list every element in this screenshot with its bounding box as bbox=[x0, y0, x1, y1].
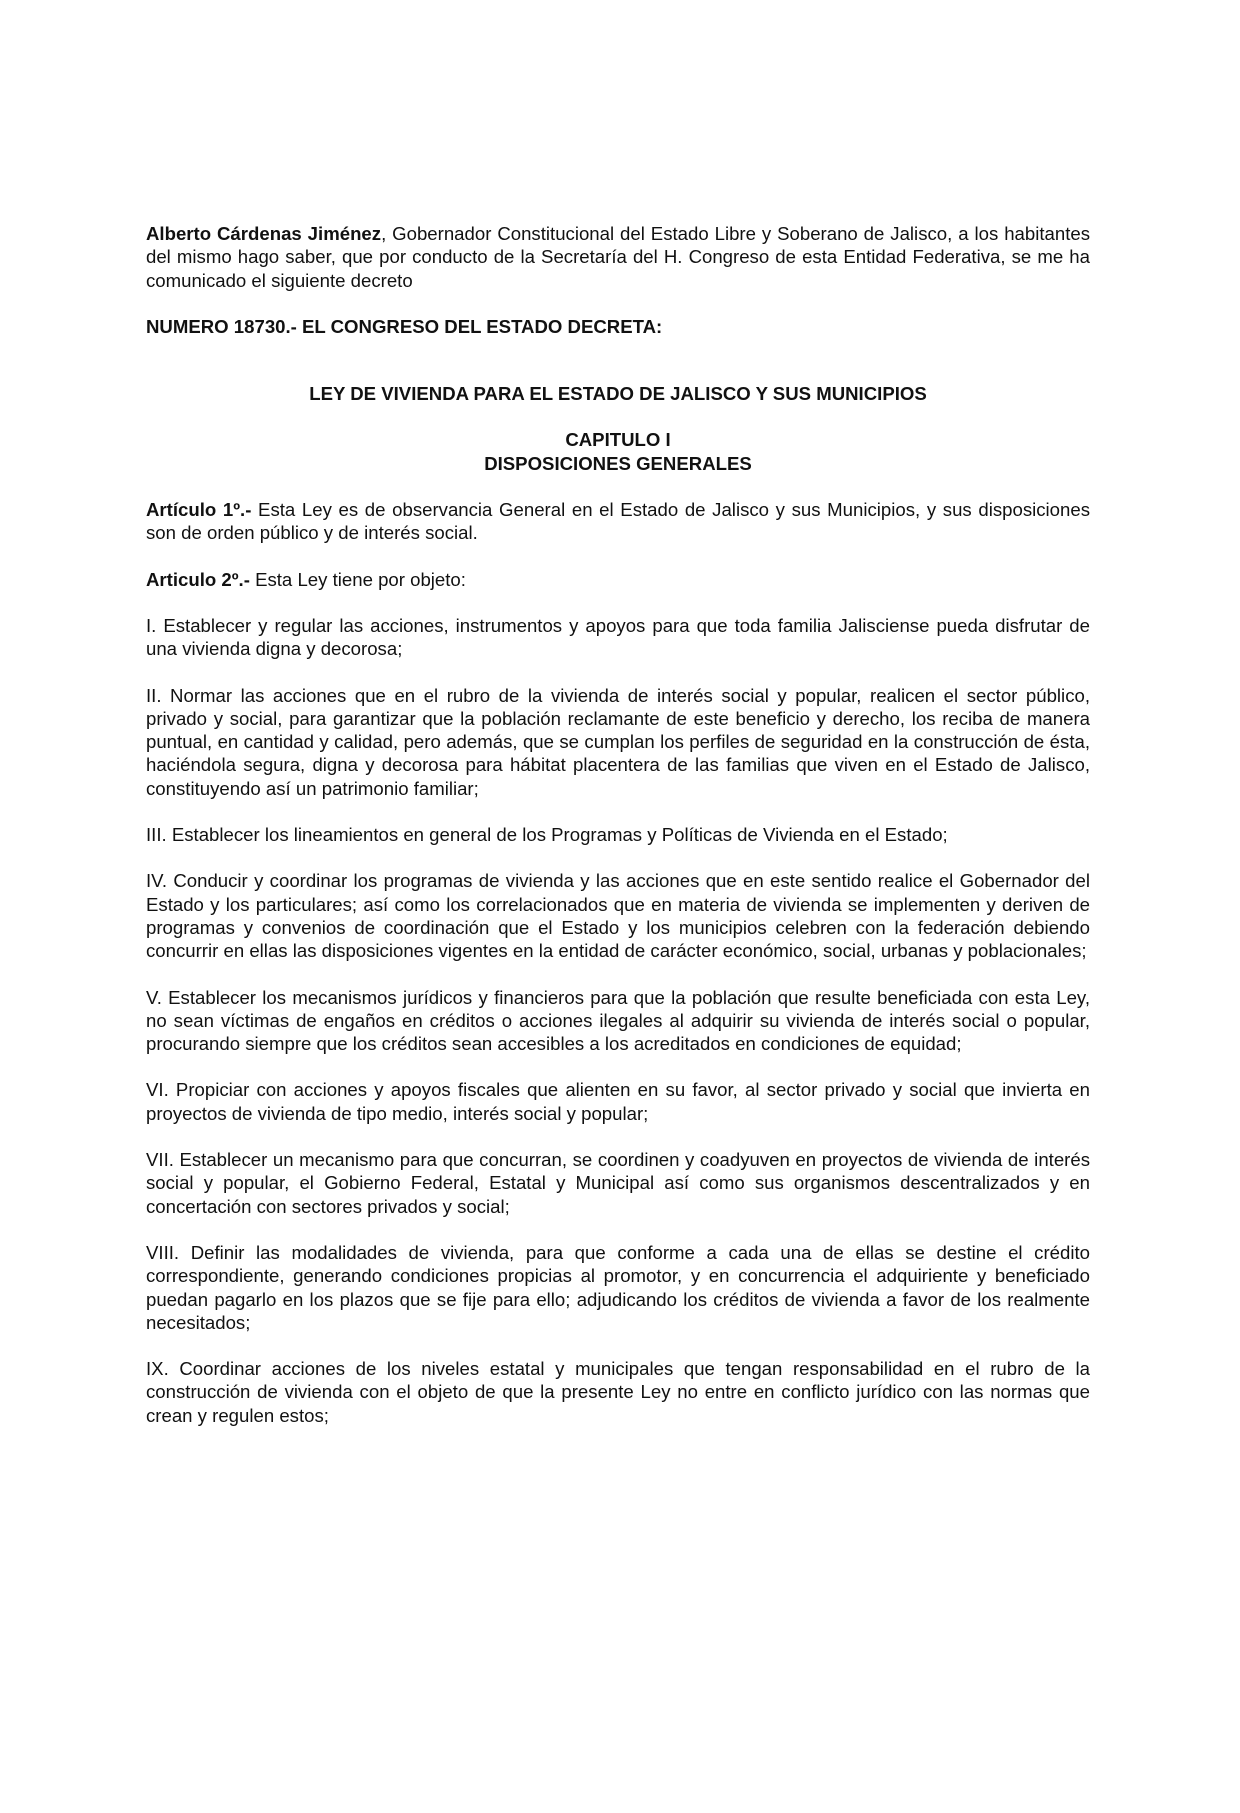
document-page bbox=[146, 222, 1090, 1427]
article-1-text: Esta Ley es de observancia General en el Estado de Jalisco y sus Municipios, y sus disposiciones son de orden público y de interés social. bbox=[146, 499, 1090, 544]
article-2-label: Articulo 2º.- bbox=[146, 568, 250, 590]
fraction-ii: II. Normar las acciones que en el rubro de la vivienda de interés social y popular, realicen el sector público, privado y social, para garantizar que la población reclamante de este beneficio y derecho, los reciba de manera puntual, en cantidad y calidad, pero además, que se cumplan los perfiles de seguridad en la construcción de ésta, haciéndola segura, digna y decorosa para hábitat placentera de las familias que viven en el Estado de Jalisco, constituyendo así un patrimonio familiar; bbox=[146, 684, 1090, 799]
article-1 bbox=[146, 498, 1090, 545]
chapter-number: CAPITULO I bbox=[565, 429, 671, 451]
fraction-iii: III. Establecer los lineamientos en general de los Programas y Políticas de Vivienda en el Estado; bbox=[146, 824, 948, 846]
intro-paragraph bbox=[146, 222, 1090, 292]
fraction-iv: IV. Conducir y coordinar los programas de vivienda y las acciones que en este sentido realice el Gobernador del Estado y los particulares; así como los correlacionados que en materia de vivienda se implementen y deriven de programas y convenios de coordinación que el Estado y los municipios celebren con la federación debiendo concurrir en ellas las disposiciones vigentes en la entidad de carácter económico, social, urbanas y poblacionales; bbox=[146, 870, 1090, 962]
fraction-vi: VI. Propiciar con acciones y apoyos fiscales que alienten en su favor, al sector privado y social que invierta en proyectos de vivienda de tipo medio, interés social y popular; bbox=[146, 1079, 1090, 1124]
fraction-ix: IX. Coordinar acciones de los niveles estatal y municipales que tengan responsabilidad en el rubro de la construcción de vivienda con el objeto de que la presente Ley no entre en conflicto jurídico con las normas que crean y regulen estos; bbox=[146, 1358, 1090, 1426]
article-2 bbox=[146, 568, 1090, 591]
decree-heading: NUMERO 18730.- EL CONGRESO DEL ESTADO DECRETA: bbox=[146, 315, 663, 337]
law-title: LEY DE VIVIENDA PARA EL ESTADO DE JALISCO Y SUS MUNICIPIOS bbox=[309, 383, 927, 405]
fraction-i: I. Establecer y regular las acciones, instrumentos y apoyos para que toda familia Jalisciense pueda disfrutar de una vivienda digna y decorosa; bbox=[146, 614, 1090, 660]
governor-name: Alberto Cárdenas Jiménez bbox=[146, 223, 382, 244]
article-1-label: Artículo 1º.- bbox=[146, 499, 252, 521]
intro-text: , Gobernador Constitucional del Estado Libre y Soberano de Jalisco, a los habitantes del mismo hago saber, que por conducto de la Secretaría del H. Congreso de esta Entidad Federativa, se me ha comunicado el siguiente decreto bbox=[146, 223, 1090, 291]
chapter-name: DISPOSICIONES GENERALES bbox=[484, 452, 752, 474]
fraction-viii: VIII. Definir las modalidades de vivienda, para que conforme a cada una de ellas se destine el crédito correspondiente, generando condiciones propicias al promotor, y en concurrencia el adquiriente y beneficiado puedan pagarlo en los plazos que se fije para ello; adjudicando los créditos de vivienda a favor de los realmente necesitados; bbox=[146, 1241, 1090, 1333]
fraction-vii: VII. Establecer un mecanismo para que concurran, se coordinen y coadyuven en proyectos de vivienda de interés social y popular, el Gobierno Federal, Estatal y Municipal así como sus organismos descentralizados y en concertación con sectores privados y social; bbox=[146, 1149, 1090, 1217]
chapter-heading bbox=[146, 428, 1090, 475]
fraction-v: V. Establecer los mecanismos jurídicos y financieros para que la población que resulte beneficiada con esta Ley, no sean víctimas de engaños en créditos o acciones ilegales al adquirir su vivienda de interés social o popular, procurando siempre que los créditos sean accesibles a los acreditados en condiciones de equidad; bbox=[146, 986, 1090, 1055]
article-2-text: Esta Ley tiene por objeto: bbox=[249, 568, 466, 590]
